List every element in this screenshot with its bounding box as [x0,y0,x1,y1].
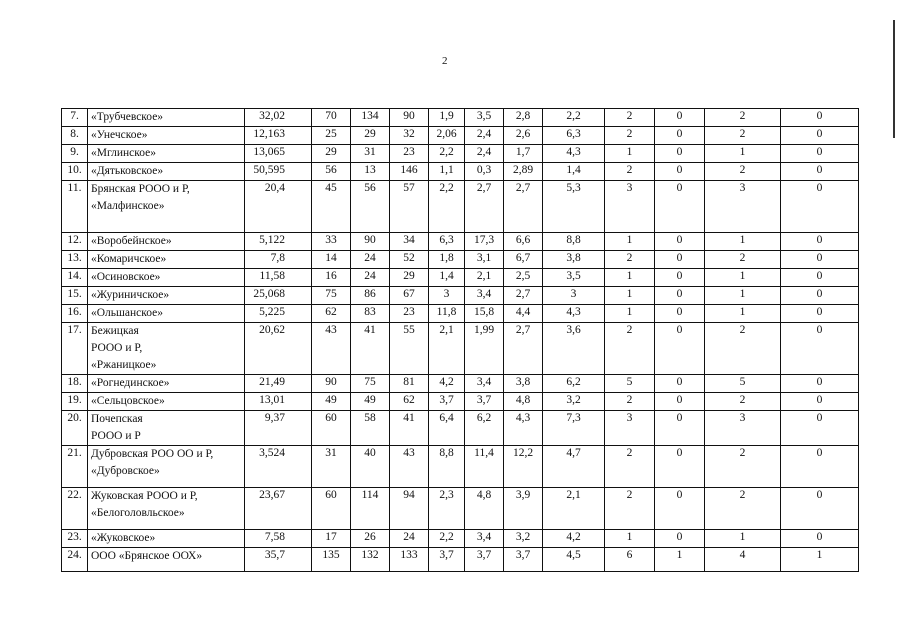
table-cell-i: 2 [605,393,655,411]
table-cell-e: 8,8 [429,446,465,488]
table-cell-f: 11,4 [465,446,504,488]
table-cell-c: 134 [351,109,390,127]
table-cell-b: 16 [312,269,351,287]
table-row [62,548,859,572]
table-cell-e: 2,1 [429,323,465,375]
table-cell-c: 86 [351,287,390,305]
table-cell-d: 43 [390,446,429,488]
table-row [62,269,859,287]
table-cell-h: 2,2 [543,109,605,127]
table-cell-i: 2 [605,488,655,530]
table-cell-i: 2 [605,323,655,375]
table-cell-k: 3 [705,181,781,233]
table-cell-k: 1 [705,145,781,163]
table-cell-n: 17. [62,323,88,375]
table-cell-b: 90 [312,375,351,393]
table-cell-l: 1 [781,548,859,572]
table-cell-d: 32 [390,127,429,145]
table-cell-name: Дубровская РОО ОО и Р, «Дубровское» [88,446,245,488]
table-cell-i: 1 [605,269,655,287]
table-cell-h: 3 [543,287,605,305]
table-cell-name: ООО «Брянское ООХ» [88,548,245,572]
table-cell-e: 3 [429,287,465,305]
table-cell-k: 2 [705,393,781,411]
table-cell-g: 4,3 [504,411,543,446]
table-cell-j: 0 [655,269,705,287]
table-cell-g: 2,89 [504,163,543,181]
table-cell-name: Брянская РООО и Р, «Малфинское» [88,181,245,233]
table-cell-name: «Ольшанское» [88,305,245,323]
table-cell-d: 57 [390,181,429,233]
table-cell-d: 81 [390,375,429,393]
table-cell-name: «Трубчевское» [88,109,245,127]
table-cell-l: 0 [781,109,859,127]
table-cell-e: 1,1 [429,163,465,181]
table-cell-j: 0 [655,109,705,127]
table-cell-e: 2,2 [429,181,465,233]
table-cell-b: 29 [312,145,351,163]
table-cell-c: 75 [351,375,390,393]
table-cell-k: 1 [705,530,781,548]
table-row [62,375,859,393]
table-cell-d: 55 [390,323,429,375]
table-cell-n: 19. [62,393,88,411]
table-cell-n: 10. [62,163,88,181]
table-cell-f: 3,7 [465,548,504,572]
table-cell-name: «Сельцовское» [88,393,245,411]
table-cell-n: 15. [62,287,88,305]
table-cell-j: 0 [655,488,705,530]
table-cell-d: 62 [390,393,429,411]
table-cell-j: 0 [655,446,705,488]
table-cell-j: 0 [655,287,705,305]
table-cell-i: 1 [605,287,655,305]
table-cell-g: 3,9 [504,488,543,530]
table-cell-name: «Унечское» [88,127,245,145]
table-cell-e: 2,06 [429,127,465,145]
table-cell-a: 23,67 [245,488,312,530]
table-cell-e: 11,8 [429,305,465,323]
table-cell-l: 0 [781,530,859,548]
table-cell-e: 6,4 [429,411,465,446]
table-cell-k: 1 [705,269,781,287]
table-cell-a: 7,8 [245,251,312,269]
table-cell-n: 16. [62,305,88,323]
table-cell-k: 2 [705,163,781,181]
table-cell-b: 75 [312,287,351,305]
table-row [62,446,859,488]
table-cell-h: 4,2 [543,530,605,548]
table-body [62,109,859,572]
table-cell-b: 60 [312,488,351,530]
table-row [62,145,859,163]
table-cell-l: 0 [781,145,859,163]
table-cell-f: 2,7 [465,181,504,233]
table-cell-i: 1 [605,145,655,163]
table-cell-k: 1 [705,287,781,305]
table-cell-f: 0,3 [465,163,504,181]
table-cell-g: 2,7 [504,287,543,305]
table-cell-i: 2 [605,127,655,145]
table-cell-h: 5,3 [543,181,605,233]
table-cell-b: 33 [312,233,351,251]
table-cell-c: 58 [351,411,390,446]
table-cell-b: 43 [312,323,351,375]
table-cell-d: 146 [390,163,429,181]
table-cell-g: 4,4 [504,305,543,323]
table-cell-j: 0 [655,127,705,145]
table-cell-j: 0 [655,323,705,375]
table-cell-name: «Журиничское» [88,287,245,305]
table-cell-name: «Дятьковское» [88,163,245,181]
table-cell-d: 34 [390,233,429,251]
table-cell-e: 1,4 [429,269,465,287]
table-cell-c: 29 [351,127,390,145]
table-cell-i: 2 [605,163,655,181]
table-cell-d: 67 [390,287,429,305]
table-cell-i: 1 [605,530,655,548]
table-row [62,323,859,375]
table-cell-e: 2,2 [429,145,465,163]
table-cell-h: 4,5 [543,548,605,572]
table-cell-i: 6 [605,548,655,572]
table-row [62,393,859,411]
table-cell-f: 3,4 [465,375,504,393]
table-cell-h: 3,8 [543,251,605,269]
table-cell-n: 18. [62,375,88,393]
table-cell-l: 0 [781,233,859,251]
table-cell-b: 17 [312,530,351,548]
table-cell-e: 3,7 [429,548,465,572]
table-cell-n: 21. [62,446,88,488]
table-cell-g: 6,6 [504,233,543,251]
table-cell-c: 56 [351,181,390,233]
table-cell-a: 50,595 [245,163,312,181]
table-cell-h: 3,2 [543,393,605,411]
table-cell-j: 0 [655,411,705,446]
table-cell-h: 3,6 [543,323,605,375]
table-cell-g: 3,7 [504,548,543,572]
table-cell-name: Жуковская РООО и Р, «Белоголовльское» [88,488,245,530]
table-cell-l: 0 [781,181,859,233]
table-cell-f: 3,1 [465,251,504,269]
table-cell-a: 20,62 [245,323,312,375]
table-cell-n: 22. [62,488,88,530]
table-cell-b: 70 [312,109,351,127]
table-cell-n: 11. [62,181,88,233]
table-cell-g: 2,7 [504,181,543,233]
table-cell-h: 4,7 [543,446,605,488]
table-cell-c: 40 [351,446,390,488]
table-cell-l: 0 [781,127,859,145]
table-cell-n: 24. [62,548,88,572]
table-cell-j: 0 [655,530,705,548]
table-cell-n: 13. [62,251,88,269]
table-cell-c: 132 [351,548,390,572]
table-cell-g: 12,2 [504,446,543,488]
table-cell-d: 52 [390,251,429,269]
table-cell-k: 2 [705,323,781,375]
table-cell-a: 13,01 [245,393,312,411]
table-cell-g: 2,6 [504,127,543,145]
table-cell-d: 24 [390,530,429,548]
table-cell-l: 0 [781,446,859,488]
table-cell-c: 90 [351,233,390,251]
table-cell-b: 49 [312,393,351,411]
table-cell-j: 0 [655,181,705,233]
table-row [62,233,859,251]
table-cell-b: 25 [312,127,351,145]
table-cell-c: 83 [351,305,390,323]
table-cell-n: 12. [62,233,88,251]
table-cell-e: 2,3 [429,488,465,530]
table-cell-c: 24 [351,251,390,269]
table-cell-n: 14. [62,269,88,287]
table-cell-l: 0 [781,163,859,181]
table-cell-l: 0 [781,375,859,393]
table-cell-l: 0 [781,393,859,411]
table-cell-l: 0 [781,269,859,287]
table-cell-i: 2 [605,251,655,269]
table-cell-a: 5,225 [245,305,312,323]
table-cell-e: 1,8 [429,251,465,269]
data-table [61,108,859,572]
table-cell-i: 1 [605,233,655,251]
table-cell-name: «Комаричское» [88,251,245,269]
table-cell-name: «Мглинское» [88,145,245,163]
table-cell-d: 41 [390,411,429,446]
table-cell-b: 45 [312,181,351,233]
table-cell-name: Почепская РООО и Р [88,411,245,446]
table-cell-i: 3 [605,181,655,233]
table-cell-h: 6,2 [543,375,605,393]
table-cell-d: 23 [390,145,429,163]
table-cell-k: 2 [705,109,781,127]
table-cell-n: 20. [62,411,88,446]
table-cell-a: 7,58 [245,530,312,548]
table-cell-name: «Рогнединское» [88,375,245,393]
table-cell-j: 0 [655,393,705,411]
table-cell-f: 1,99 [465,323,504,375]
table-row [62,305,859,323]
table-cell-n: 23. [62,530,88,548]
table-cell-name: «Осиновское» [88,269,245,287]
table-cell-h: 1,4 [543,163,605,181]
table-cell-i: 3 [605,411,655,446]
table-cell-l: 0 [781,287,859,305]
margin-line [893,20,895,138]
table-cell-name: «Жуковское» [88,530,245,548]
table-cell-c: 41 [351,323,390,375]
table-cell-h: 2,1 [543,488,605,530]
table-cell-j: 0 [655,163,705,181]
table-cell-k: 2 [705,446,781,488]
table-cell-a: 3,524 [245,446,312,488]
table-cell-b: 31 [312,446,351,488]
table-cell-g: 3,2 [504,530,543,548]
table-row [62,488,859,530]
table-cell-g: 2,7 [504,323,543,375]
table-cell-a: 9,37 [245,411,312,446]
table-cell-h: 4,3 [543,305,605,323]
table-cell-l: 0 [781,251,859,269]
table-cell-i: 2 [605,109,655,127]
table-cell-f: 2,4 [465,127,504,145]
table-cell-f: 3,4 [465,530,504,548]
table-cell-g: 3,8 [504,375,543,393]
table-row [62,163,859,181]
table-cell-g: 4,8 [504,393,543,411]
table-cell-k: 1 [705,233,781,251]
table-cell-c: 114 [351,488,390,530]
table-row [62,287,859,305]
table-cell-h: 7,3 [543,411,605,446]
table-cell-f: 3,4 [465,287,504,305]
table-cell-j: 0 [655,251,705,269]
table-cell-k: 3 [705,411,781,446]
table-cell-b: 135 [312,548,351,572]
table-cell-c: 49 [351,393,390,411]
table-cell-d: 133 [390,548,429,572]
table-cell-j: 0 [655,375,705,393]
table-cell-l: 0 [781,305,859,323]
table-cell-b: 14 [312,251,351,269]
table-cell-e: 2,2 [429,530,465,548]
table-cell-k: 1 [705,305,781,323]
table-cell-b: 56 [312,163,351,181]
table-cell-b: 60 [312,411,351,446]
table-cell-f: 4,8 [465,488,504,530]
table-cell-f: 15,8 [465,305,504,323]
table-cell-h: 3,5 [543,269,605,287]
table-cell-i: 2 [605,446,655,488]
table-cell-j: 1 [655,548,705,572]
table-cell-l: 0 [781,488,859,530]
table-cell-k: 2 [705,488,781,530]
table-cell-k: 5 [705,375,781,393]
table-cell-a: 5,122 [245,233,312,251]
table-cell-d: 29 [390,269,429,287]
table-row [62,127,859,145]
table-row [62,530,859,548]
table-cell-b: 62 [312,305,351,323]
table-cell-g: 6,7 [504,251,543,269]
table-row [62,411,859,446]
table-cell-j: 0 [655,145,705,163]
table-cell-g: 2,8 [504,109,543,127]
table-cell-j: 0 [655,305,705,323]
table-cell-d: 23 [390,305,429,323]
table-cell-n: 9. [62,145,88,163]
table-cell-name: Бежицкая РООО и Р, «Ржаницкое» [88,323,245,375]
table-cell-e: 4,2 [429,375,465,393]
table-cell-f: 6,2 [465,411,504,446]
table-row [62,181,859,233]
table-cell-n: 8. [62,127,88,145]
table-cell-k: 2 [705,127,781,145]
table-cell-h: 8,8 [543,233,605,251]
table-cell-e: 1,9 [429,109,465,127]
page-number: 2 [442,55,448,67]
table-cell-f: 2,4 [465,145,504,163]
table-cell-a: 13,065 [245,145,312,163]
table-cell-c: 13 [351,163,390,181]
table-cell-name: «Воробейнское» [88,233,245,251]
table-cell-l: 0 [781,411,859,446]
table-cell-a: 21,49 [245,375,312,393]
table-cell-e: 3,7 [429,393,465,411]
table-cell-d: 90 [390,109,429,127]
table-cell-a: 32,02 [245,109,312,127]
table-cell-l: 0 [781,323,859,375]
table-cell-e: 6,3 [429,233,465,251]
table-cell-i: 1 [605,305,655,323]
table-cell-k: 2 [705,251,781,269]
table-cell-k: 4 [705,548,781,572]
table-cell-c: 26 [351,530,390,548]
table-cell-a: 35,7 [245,548,312,572]
table-cell-f: 2,1 [465,269,504,287]
table-cell-a: 20,4 [245,181,312,233]
table-cell-g: 2,5 [504,269,543,287]
table-cell-g: 1,7 [504,145,543,163]
table-cell-a: 25,068 [245,287,312,305]
table-cell-f: 3,5 [465,109,504,127]
table-row [62,251,859,269]
table-cell-a: 12,163 [245,127,312,145]
table-cell-h: 6,3 [543,127,605,145]
table-cell-c: 24 [351,269,390,287]
table-row [62,109,859,127]
table-cell-a: 11,58 [245,269,312,287]
table-cell-n: 7. [62,109,88,127]
table-cell-c: 31 [351,145,390,163]
table-cell-f: 17,3 [465,233,504,251]
table-cell-i: 5 [605,375,655,393]
table-cell-j: 0 [655,233,705,251]
table-cell-f: 3,7 [465,393,504,411]
table-cell-d: 94 [390,488,429,530]
table-cell-h: 4,3 [543,145,605,163]
